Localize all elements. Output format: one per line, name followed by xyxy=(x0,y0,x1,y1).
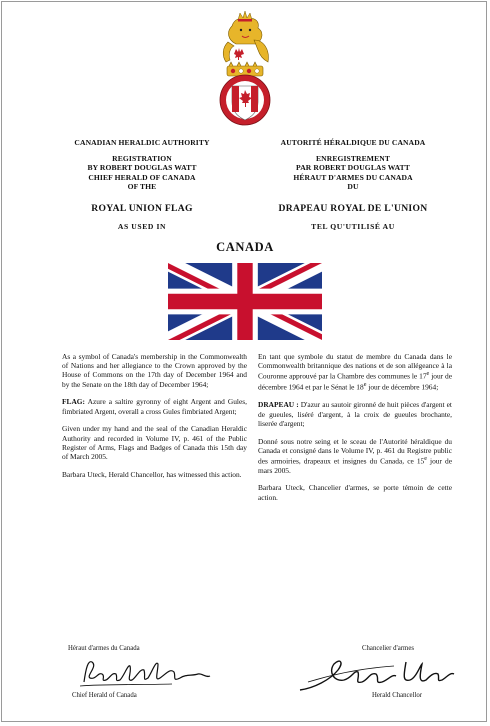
registrar-line: PAR ROBERT DOUGLAS WATT xyxy=(296,163,410,173)
union-flag-image xyxy=(168,263,322,340)
recital-paragraph-fr xyxy=(258,352,452,392)
registration-paragraph-fr xyxy=(258,437,452,475)
chief-herald-title-fr: Héraut d'armes du Canada xyxy=(68,645,140,652)
registrar-title-line: CHIEF HERALD OF CANADA xyxy=(88,172,196,182)
blazon-label: FLAG: xyxy=(62,397,85,407)
flag-name-fr: DRAPEAU ROYAL DE L'UNION xyxy=(278,203,428,214)
witness-paragraph-en: Barbara Uteck, Herald Chancellor, has witnessed this action. xyxy=(62,469,242,479)
used-in-fr: TEL QU'UTILISÉ AU xyxy=(311,222,395,231)
superscript: e xyxy=(426,371,430,378)
superscript: e xyxy=(363,382,367,389)
chief-herald-title-en: Chief Herald of Canada xyxy=(72,692,137,699)
registrar-line: BY ROBERT DOUGLAS WATT xyxy=(87,163,197,173)
flag-name-en: ROYAL UNION FLAG xyxy=(91,203,193,214)
herald-chancellor-title-fr: Chancelier d'armes xyxy=(362,645,414,652)
text-run: En tant que symbole du statut de membre du Canada dans le Commonwealth britannique des nations et de son allégeance à la Couronne approuvé par la Chambre des communes le 17 xyxy=(258,352,452,381)
authority-title-en: CANADIAN HERALDIC AUTHORITY xyxy=(74,138,210,147)
superscript: e xyxy=(424,455,427,462)
registration-block-en xyxy=(42,154,242,192)
lion-icon xyxy=(223,18,268,62)
text-run: Donné sous notre seing et le sceau de l'Autorité héraldique du Canada et consigné dans le Volume IV, p. 461 du Registre public des armoiries, drapeaux et insignes du Canada, ce 15 xyxy=(258,436,452,466)
english-text-column xyxy=(62,352,247,488)
used-in-en: AS USED IN xyxy=(117,222,167,231)
blazon-label: DRAPEAU : xyxy=(258,400,299,410)
text-run: jour de décembre 1964 et par le Sénat le 18 xyxy=(258,371,453,392)
blazon-text: Azure a saltire gyronny of eight Argent and Gules, fimbriated Argent, overall a cross Gules fimbriated Argent; xyxy=(62,397,247,416)
blazon-text: D'azur au sautoir gironné de huit pièces d'argent et de gueules, liséré d'argent, à la croix de gueules brochante, liserée d'argent; xyxy=(258,400,452,428)
text-run: jour de mars 2005. xyxy=(258,456,453,475)
blazon-paragraph-fr xyxy=(258,400,452,428)
du-line: DU xyxy=(347,182,359,192)
blazon-paragraph-en xyxy=(62,397,247,415)
registration-line: REGISTRATION xyxy=(112,154,172,163)
herald-chancellor-title-en: Herald Chancellor xyxy=(372,692,423,699)
heraldic-authority-emblem xyxy=(214,10,276,128)
letters-patent-page xyxy=(1,1,487,722)
chief-herald-signature xyxy=(76,654,216,690)
registration-line: ENREGISTREMENT xyxy=(316,154,390,163)
herald-chancellor-signature xyxy=(294,652,464,694)
of-the-line: OF THE xyxy=(127,182,157,192)
witness-paragraph-fr: Barbara Uteck, Chancelier d'armes, se porte témoin de cette action. xyxy=(258,483,452,502)
registration-paragraph-en: Given under my hand and the seal of the Canadian Heraldic Authority and recorded in Volume IV, p. 461 of the Public Register of Arms, Flags and Badges of Canada this 15th day of March 2005. xyxy=(62,424,247,462)
registration-block-fr xyxy=(248,154,458,192)
authority-title-fr: AUTORITÉ HÉRALDIQUE DU CANADA xyxy=(280,138,426,147)
text-run: jour de décembre 1964; xyxy=(366,382,439,392)
recital-paragraph-en: As a symbol of Canada's membership in the Commonwealth of Nations and her allegiance to the Crown approved by the House of Commons on the 17th day of December 1964 and by the Senate on the 18th day of December 1964; xyxy=(62,352,247,389)
country-title: CANADA xyxy=(216,240,274,254)
shield-icon xyxy=(220,75,270,125)
coronet-icon xyxy=(227,62,263,76)
registrar-title-line: HÉRAUT D'ARMES DU CANADA xyxy=(293,172,413,182)
french-text-column xyxy=(258,352,452,510)
crown-icon xyxy=(238,11,252,22)
